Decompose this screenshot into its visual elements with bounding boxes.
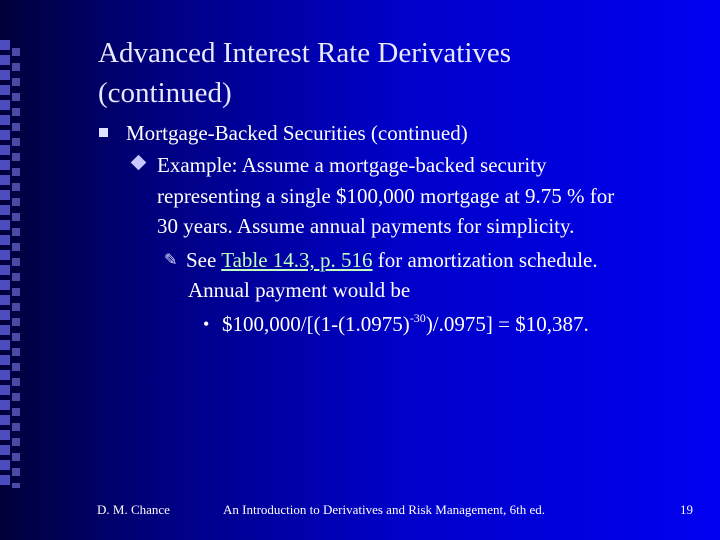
bullet-level-3-line-2: Annual payment would be [188,278,411,302]
bullet-level-2-line-1: Example: Assume a mortgage-backed security [157,153,547,177]
slide-title [98,33,698,113]
diamond-bullet-icon [131,155,147,171]
formula-part-2: )/.0975] = $10,387. [425,312,589,336]
bullet-level-3-line-1 [186,247,598,273]
see-text: See [186,248,222,272]
decorative-strip-inner [12,48,20,488]
table-link[interactable]: Table 14.3, p. 516 [221,248,373,272]
bullet-level-2-line-3: 30 years. Assume annual payments for simplicity. [157,214,575,238]
title-line-1: Advanced Interest Rate Derivatives [98,37,512,69]
pen-bullet-icon: ✎ [164,252,178,269]
bullet-level-2-line-2: representing a single $100,000 mortgage at 9.75 % for [157,184,615,208]
square-bullet-icon [99,128,108,137]
footer-author: D. M. Chance [97,502,170,517]
title-line-2: (continued) [98,77,232,109]
footer-book-title: An Introduction to Derivatives and Risk Management, 6th ed. [223,502,546,517]
formula-part-1: $100,000/[(1-(1.0975) [222,312,410,336]
bullet-level-1: Mortgage-Backed Securities (continued) [126,121,468,145]
footer-page-number: 19 [680,502,693,517]
amortization-text: for amortization schedule. [372,248,598,272]
dot-bullet-icon: • [203,314,210,334]
bullet-level-4-formula [222,311,589,337]
formula-exponent: -30 [409,311,426,325]
